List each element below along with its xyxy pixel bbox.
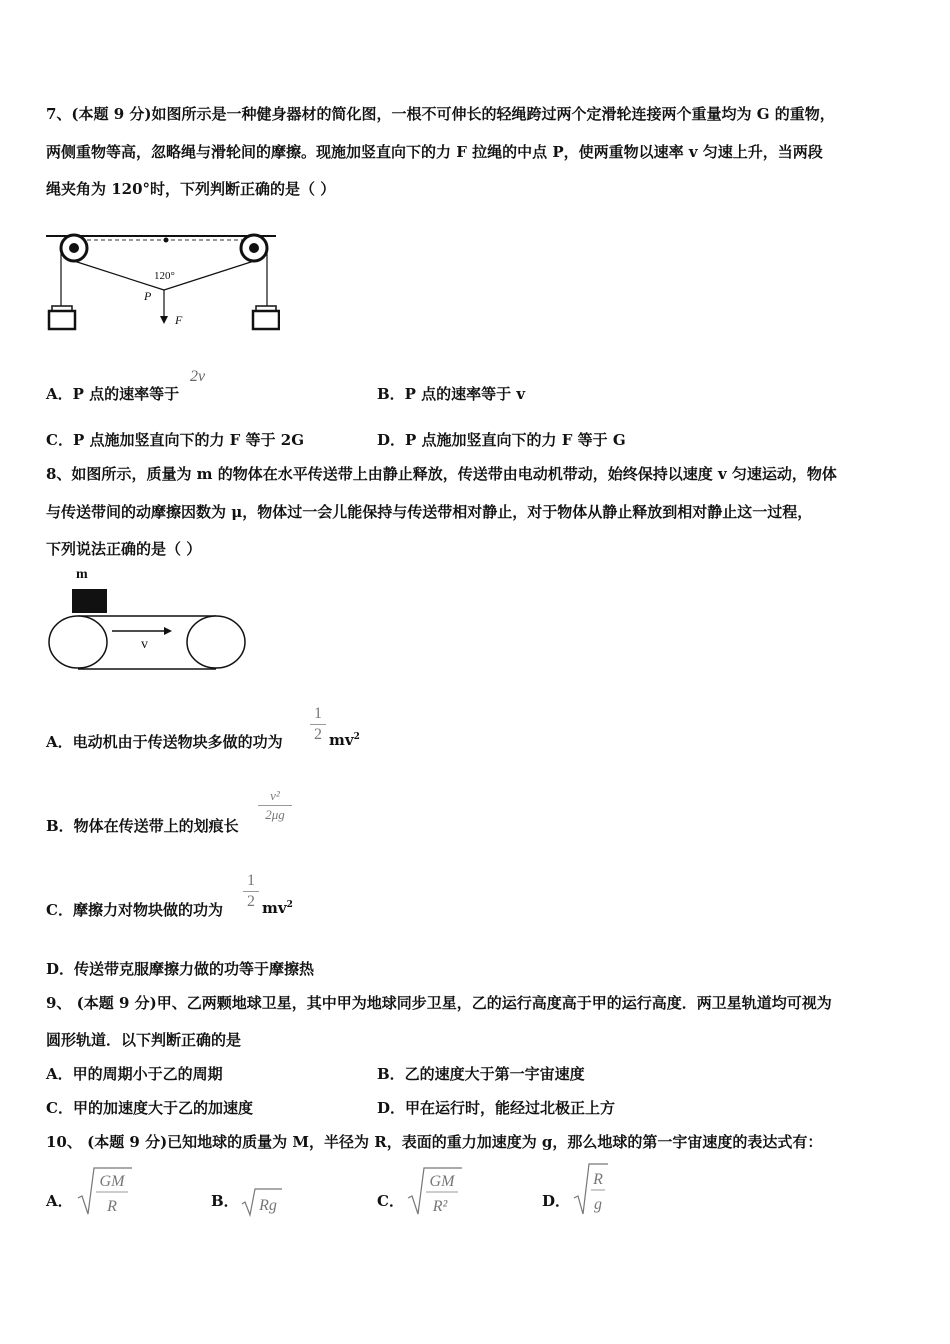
q9-option-c[interactable]: C．甲的加速度大于乙的加速度 — [46, 1099, 253, 1117]
q10-option-b[interactable]: B． — [211, 1192, 239, 1210]
q8-option-b-fraction — [258, 788, 292, 823]
q10-option-a[interactable]: A． — [46, 1192, 73, 1210]
mass-block — [72, 589, 107, 613]
q10-option-b-expr: Rg — [259, 1197, 277, 1214]
q7-text-line-1: 7、(本题 9 分)如图所示是一种健身器材的简化图，一根不可伸长的轻绳跨过两个定滑轮连接两个重量均为 G 的重物， — [46, 105, 835, 123]
q9-text-line-2: 圆形轨道．以下判断正确的是 — [46, 1031, 242, 1049]
angle-label: 120° — [154, 270, 175, 282]
left-weight — [49, 311, 75, 329]
q9-option-d[interactable]: D．甲在运行时，能经过北极正上方 — [377, 1099, 616, 1117]
q10-option-d[interactable]: D． — [542, 1192, 571, 1210]
left-rope — [74, 261, 164, 290]
q7-option-b[interactable]: B．P 点的速率等于 v — [377, 385, 526, 403]
q8-option-a-text: A．电动机由于传送物块多做的功为 — [46, 733, 283, 751]
right-rope — [164, 261, 254, 290]
q7-option-a-text: A．P 点的速率等于 — [46, 385, 180, 403]
q8-option-a-fraction — [310, 705, 326, 744]
velocity-label: v — [141, 637, 148, 652]
q10-option-d-den: g — [594, 1196, 602, 1213]
q8-option-c-fraction — [243, 872, 259, 911]
q8-option-b-den: 2μg — [265, 807, 285, 822]
q8-option-c-tail: $mv^2$ — [262, 899, 293, 917]
q8-option-a-den: 2 — [314, 726, 322, 743]
q7-text-line-2: 两侧重物等高，忽略绳与滑轮间的摩擦。现施加竖直向下的力 F 拉绳的中点 P，使两重物以速率 v 匀速上升，当两段 — [46, 143, 823, 161]
right-weight — [253, 311, 279, 329]
q7-option-c[interactable]: C．P 点施加竖直向下的力 F 等于 2G — [46, 431, 305, 449]
q9-option-b[interactable]: B．乙的速度大于第一宇宙速度 — [377, 1065, 585, 1083]
q7-text-line-3: 绳夹角为 120°时，下列判断正确的是（ ） — [46, 180, 336, 198]
q10-option-d-num: R — [593, 1171, 603, 1188]
q7-option-a-math: 2v — [190, 368, 206, 385]
q8-option-b-num: v² — [270, 788, 280, 803]
q10-option-c[interactable]: C． — [377, 1192, 404, 1210]
q8-option-c-den: 2 — [247, 893, 255, 910]
q9-text-line-1: 9、 (本题 9 分)甲、乙两颗地球卫星，其中甲为地球同步卫星，乙的运行高度高于甲的运行高度．两卫星轨道均可视为 — [46, 994, 832, 1012]
q8-option-a-num: 1 — [314, 705, 322, 722]
q8-option-b-text: B．物体在传送带上的划痕长 — [46, 817, 239, 835]
q8-option-d[interactable]: D．传送带克服摩擦力做的功等于摩擦热 — [46, 960, 315, 978]
q8-text-line-1: 8、如图所示，质量为 m 的物体在水平传送带上由静止释放，传送带由电动机带动，始终保持以速度 v 匀速运动，物体 — [46, 465, 837, 483]
left-roller — [49, 616, 107, 668]
q10-option-a-den: R — [107, 1198, 117, 1215]
midpoint-dot — [164, 238, 169, 243]
q7-option-a[interactable] — [46, 383, 179, 404]
q10-option-c-sqrt — [406, 1166, 466, 1218]
q9-option-a[interactable]: A．甲的周期小于乙的周期 — [46, 1065, 223, 1083]
q8-option-a[interactable] — [46, 731, 283, 752]
q10-option-d-sqrt — [572, 1162, 612, 1218]
q10-text-line-1: 10、 (本题 9 分)已知地球的质量为 M，半径为 R，表面的重力加速度为 g，那么地球的第一宇宙速度的表达式有： — [46, 1133, 823, 1151]
q8-option-c[interactable] — [46, 899, 223, 920]
mass-label: m — [76, 567, 88, 582]
q10-option-b-sqrt — [240, 1186, 284, 1218]
right-roller — [187, 616, 245, 668]
q8-text-line-3: 下列说法正确的是（ ） — [46, 540, 202, 558]
q10-option-a-sqrt — [76, 1166, 136, 1218]
q8-option-c-text: C．摩擦力对物块做的功为 — [46, 901, 223, 919]
pulley-figure — [44, 228, 280, 336]
point-label: P — [144, 289, 152, 303]
conveyor-figure — [44, 560, 254, 672]
q8-text-line-2: 与传送带间的动摩擦因数为 μ，物体过一会儿能保持与传送带相对静止，对于物体从静止释放到相对静止这一过程， — [46, 503, 813, 521]
q8-option-c-num: 1 — [247, 872, 255, 889]
q10-option-c-num: GM — [429, 1173, 455, 1190]
q10-option-c-den: R² — [432, 1198, 448, 1215]
q8-option-a-tail: $mv^2$ — [329, 731, 360, 749]
q7-option-d[interactable]: D．P 点施加竖直向下的力 F 等于 G — [377, 431, 626, 449]
q10-option-a-num: GM — [99, 1173, 125, 1190]
q8-option-b[interactable] — [46, 815, 239, 836]
force-label: F — [175, 313, 183, 327]
